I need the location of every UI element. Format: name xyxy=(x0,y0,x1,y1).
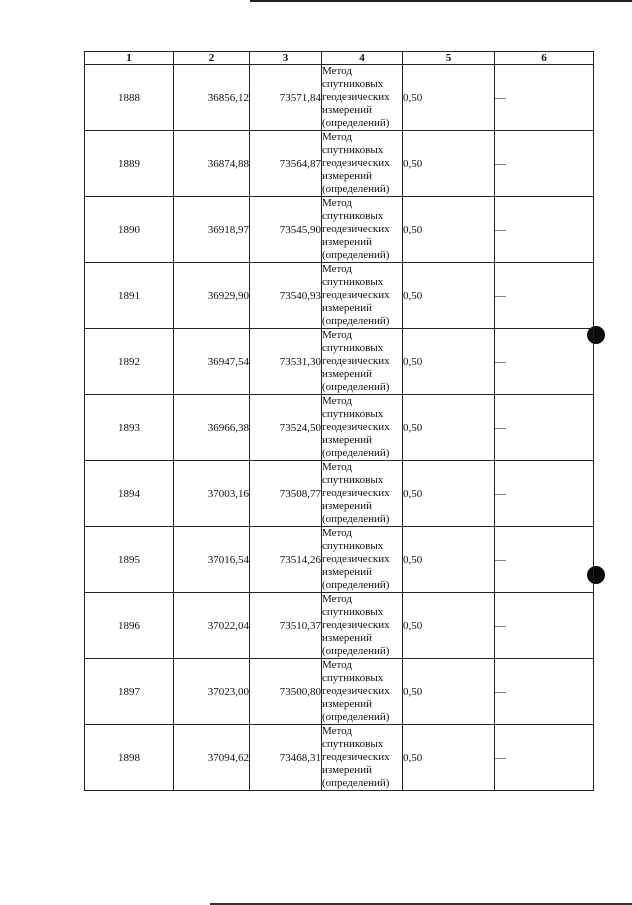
method-text-line: спутниковых xyxy=(322,78,384,90)
method-cell xyxy=(322,65,403,131)
method-text-line: геодезических xyxy=(322,619,390,631)
column-header: 2 xyxy=(174,52,250,65)
accuracy-cell: 0,50 xyxy=(403,527,495,593)
coordinate-y-cell: 73510,37 xyxy=(250,593,322,659)
method-text-line: измерений xyxy=(322,632,372,644)
method-cell xyxy=(322,461,403,527)
method-cell xyxy=(322,329,403,395)
method-text-line: измерений xyxy=(322,764,372,776)
method-text-line: спутниковых xyxy=(322,606,384,618)
method-text-line: (определений) xyxy=(322,645,390,657)
method-text-line: (определений) xyxy=(322,117,390,129)
coordinate-x-cell: 36874,88 xyxy=(174,131,250,197)
method-text-line: спутниковых xyxy=(322,474,384,486)
coordinate-y-cell: 73540,93 xyxy=(250,263,322,329)
point-number-cell: 1890 xyxy=(85,197,174,263)
method-text-line: измерений xyxy=(322,104,372,116)
method-text-line: Метод xyxy=(322,725,352,737)
dash-mark: — xyxy=(495,421,506,434)
point-number-cell: 1894 xyxy=(85,461,174,527)
page-top-border xyxy=(250,0,632,2)
method-text-line: (определений) xyxy=(322,381,390,393)
note-cell xyxy=(495,461,594,527)
method-text-line: измерений xyxy=(322,368,372,380)
method-text-line: измерений xyxy=(322,500,372,512)
method-text-line: (определений) xyxy=(322,183,390,195)
method-text-line: измерений xyxy=(322,236,372,248)
method-text-line: (определений) xyxy=(322,315,390,327)
note-cell xyxy=(495,263,594,329)
method-text-line: измерений xyxy=(322,698,372,710)
method-cell xyxy=(322,263,403,329)
column-header: 3 xyxy=(250,52,322,65)
method-text-line: спутниковых xyxy=(322,738,384,750)
dash-mark: — xyxy=(495,553,506,566)
method-text-line: Метод xyxy=(322,131,352,143)
accuracy-cell: 0,50 xyxy=(403,461,495,527)
method-cell xyxy=(322,197,403,263)
dash-mark: — xyxy=(495,157,506,170)
dash-mark: — xyxy=(495,487,506,500)
method-text-line: (определений) xyxy=(322,579,390,591)
accuracy-cell: 0,50 xyxy=(403,263,495,329)
dash-mark: — xyxy=(495,91,506,104)
note-cell xyxy=(495,197,594,263)
method-cell xyxy=(322,659,403,725)
coordinate-x-cell: 36966,38 xyxy=(174,395,250,461)
coordinate-y-cell: 73468,31 xyxy=(250,725,322,791)
method-text-line: геодезических xyxy=(322,355,390,367)
note-cell xyxy=(495,527,594,593)
method-text-line: (определений) xyxy=(322,249,390,261)
column-header: 6 xyxy=(495,52,594,65)
method-cell xyxy=(322,131,403,197)
method-text-line: (определений) xyxy=(322,777,390,789)
accuracy-cell: 0,50 xyxy=(403,197,495,263)
table-row xyxy=(85,329,594,395)
point-number-cell: 1892 xyxy=(85,329,174,395)
point-number-cell: 1898 xyxy=(85,725,174,791)
method-text-line: спутниковых xyxy=(322,144,384,156)
coordinate-y-cell: 73514,26 xyxy=(250,527,322,593)
table-row xyxy=(85,263,594,329)
method-text-line: Метод xyxy=(322,659,352,671)
method-text-line: измерений xyxy=(322,302,372,314)
table-row xyxy=(85,659,594,725)
method-text-line: Метод xyxy=(322,197,352,209)
table-row xyxy=(85,461,594,527)
point-number-cell: 1889 xyxy=(85,131,174,197)
method-cell xyxy=(322,725,403,791)
note-cell xyxy=(495,593,594,659)
method-text-line: Метод xyxy=(322,395,352,407)
table-row xyxy=(85,395,594,461)
note-cell xyxy=(495,659,594,725)
coordinate-y-cell: 73571,84 xyxy=(250,65,322,131)
method-text-line: Метод xyxy=(322,461,352,473)
method-text-line: Метод xyxy=(322,329,352,341)
point-number-cell: 1891 xyxy=(85,263,174,329)
coordinate-x-cell: 37023,00 xyxy=(174,659,250,725)
coordinate-x-cell: 37094,62 xyxy=(174,725,250,791)
method-text-line: геодезических xyxy=(322,91,390,103)
method-text-line: спутниковых xyxy=(322,540,384,552)
column-header: 4 xyxy=(322,52,403,65)
accuracy-cell: 0,50 xyxy=(403,395,495,461)
method-text-line: геодезических xyxy=(322,289,390,301)
point-number-cell: 1893 xyxy=(85,395,174,461)
coordinate-x-cell: 37003,16 xyxy=(174,461,250,527)
table-row xyxy=(85,197,594,263)
coordinate-y-cell: 73564,87 xyxy=(250,131,322,197)
note-cell xyxy=(495,395,594,461)
column-header: 1 xyxy=(85,52,174,65)
method-cell xyxy=(322,527,403,593)
method-text-line: Метод xyxy=(322,65,352,77)
method-text-line: (определений) xyxy=(322,447,390,459)
accuracy-cell: 0,50 xyxy=(403,659,495,725)
method-text-line: геодезических xyxy=(322,487,390,499)
method-text-line: (определений) xyxy=(322,513,390,525)
method-text-line: Метод xyxy=(322,263,352,275)
coordinate-x-cell: 36856,12 xyxy=(174,65,250,131)
method-text-line: спутниковых xyxy=(322,342,384,354)
coordinate-y-cell: 73545,90 xyxy=(250,197,322,263)
dash-mark: — xyxy=(495,685,506,698)
note-cell xyxy=(495,65,594,131)
accuracy-cell: 0,50 xyxy=(403,329,495,395)
method-text-line: геодезических xyxy=(322,751,390,763)
method-text-line: спутниковых xyxy=(322,408,384,420)
accuracy-cell: 0,50 xyxy=(403,131,495,197)
dash-mark: — xyxy=(495,619,506,632)
table-row xyxy=(85,593,594,659)
method-cell xyxy=(322,395,403,461)
column-header: 5 xyxy=(403,52,495,65)
coordinate-y-cell: 73524,50 xyxy=(250,395,322,461)
accuracy-cell: 0,50 xyxy=(403,65,495,131)
point-number-cell: 1896 xyxy=(85,593,174,659)
coordinate-x-cell: 37022,04 xyxy=(174,593,250,659)
point-number-cell: 1897 xyxy=(85,659,174,725)
coordinate-y-cell: 73508,77 xyxy=(250,461,322,527)
dash-mark: — xyxy=(495,223,506,236)
method-text-line: измерений xyxy=(322,170,372,182)
coordinate-x-cell: 36918,97 xyxy=(174,197,250,263)
method-text-line: спутниковых xyxy=(322,210,384,222)
note-cell xyxy=(495,131,594,197)
table-row xyxy=(85,527,594,593)
dash-mark: — xyxy=(495,289,506,302)
coordinates-table xyxy=(84,51,594,791)
table-row xyxy=(85,131,594,197)
method-text-line: Метод xyxy=(322,527,352,539)
coordinate-y-cell: 73500,80 xyxy=(250,659,322,725)
accuracy-cell: 0,50 xyxy=(403,725,495,791)
coordinate-y-cell: 73531,30 xyxy=(250,329,322,395)
point-number-cell: 1895 xyxy=(85,527,174,593)
table-row xyxy=(85,65,594,131)
point-number-cell: 1888 xyxy=(85,65,174,131)
coordinate-x-cell: 36929,90 xyxy=(174,263,250,329)
note-cell xyxy=(495,725,594,791)
coordinate-x-cell: 37016,54 xyxy=(174,527,250,593)
method-text-line: геодезических xyxy=(322,157,390,169)
table-header-row xyxy=(85,52,594,65)
method-text-line: измерений xyxy=(322,434,372,446)
coordinate-x-cell: 36947,54 xyxy=(174,329,250,395)
method-text-line: геодезических xyxy=(322,421,390,433)
dash-mark: — xyxy=(495,355,506,368)
method-text-line: геодезических xyxy=(322,685,390,697)
method-cell xyxy=(322,593,403,659)
method-text-line: спутниковых xyxy=(322,276,384,288)
method-text-line: геодезических xyxy=(322,223,390,235)
accuracy-cell: 0,50 xyxy=(403,593,495,659)
dash-mark: — xyxy=(495,751,506,764)
table-row xyxy=(85,725,594,791)
method-text-line: спутниковых xyxy=(322,672,384,684)
method-text-line: (определений) xyxy=(322,711,390,723)
method-text-line: геодезических xyxy=(322,553,390,565)
method-text-line: Метод xyxy=(322,593,352,605)
note-cell xyxy=(495,329,594,395)
method-text-line: измерений xyxy=(322,566,372,578)
